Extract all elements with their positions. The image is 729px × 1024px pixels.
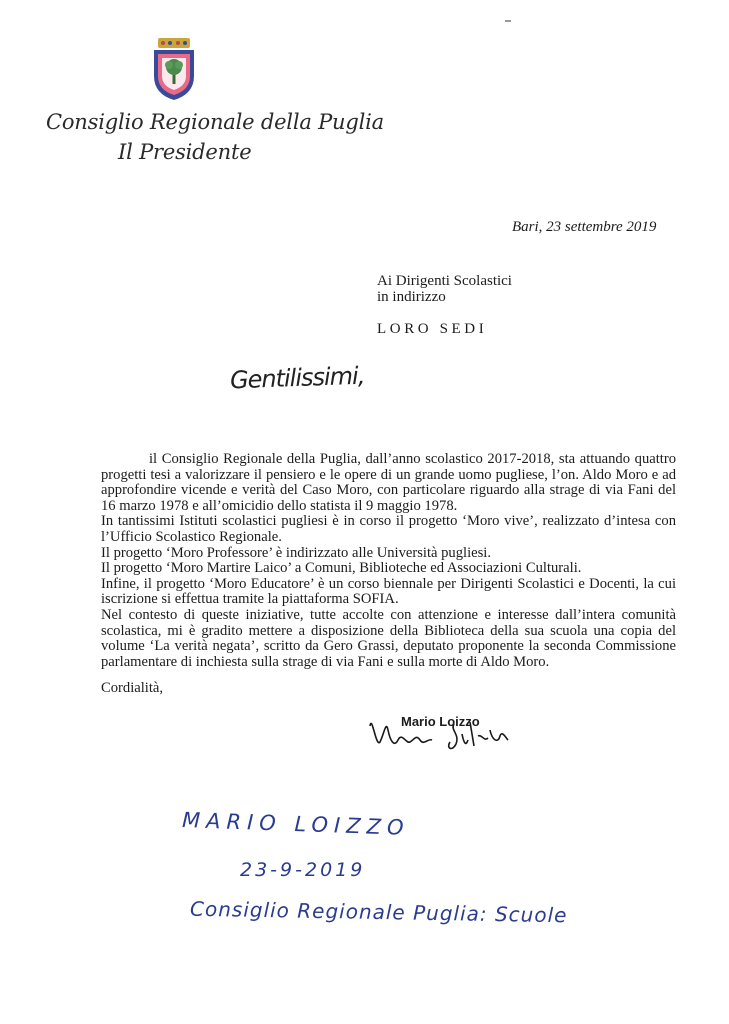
signer-name: Mario Loizzo <box>401 714 480 729</box>
handwritten-name: MARIO LOIZZO <box>181 808 410 840</box>
handwritten-date: 23-9-2019 <box>240 859 366 881</box>
salutation: Gentilissimi, <box>229 361 365 395</box>
body-paragraph-3: Il progetto ‘Moro Professore’ è indirizzato alle Università pugliesi. <box>101 544 491 561</box>
institution-name: Consiglio Regionale della Puglia <box>46 110 384 134</box>
handwritten-signature <box>366 704 526 762</box>
body-paragraph-4: Il progetto ‘Moro Martire Laico’ a Comuni, Biblioteche ed Associazioni Culturali. <box>101 560 582 577</box>
institution-role: Il Presidente <box>118 140 252 164</box>
regional-coat-of-arms-icon <box>150 36 198 102</box>
closing: Cordialità, <box>101 680 164 696</box>
letter-date: Bari, 23 settembre 2019 <box>512 219 657 235</box>
body-paragraph-1: il Consiglio Regionale della Puglia, dall’anno scolastico 2017-2018, sta attuando quattro progetti tesi a valorizzare il pensiero e le opere di un grande uomo pugliese, l’on. Aldo Moro e ad approfondire vicende e verità del Caso Moro, con particolare riguardo alla strage di via Fani del 16 marzo 1978 e all’omicidio dello statista il 9 maggio 1978. <box>101 451 676 514</box>
body-paragraph-6: Nel contesto di queste iniziative, tutte accolte con attenzione e interesse dall’intera comunità scolastica, mi è gradito mettere a disposizione della Biblioteca della sua scuola una copia del volume ‘La verità negata’, scritto da Gero Grassi, deputato proponente la seconda Commissione parlamentare di inchiesta sulla strage di via Fani e sulla morte di Aldo Moro. <box>101 606 676 670</box>
body-paragraph-5: Infine, il progetto ‘Moro Educatore’ è un corso biennale per Dirigenti Scolastici e Docenti, la cui iscrizione si effettua tramite la piattaforma SOFIA. <box>101 575 676 608</box>
letter-body <box>101 452 676 670</box>
scan-mark <box>505 20 511 22</box>
recipient-line-2: in indirizzo <box>377 289 446 305</box>
handwritten-note: Consiglio Regionale Puglia: Scuole <box>189 896 568 928</box>
recipient-sedi: LORO SEDI <box>377 321 488 337</box>
body-paragraph-2: In tantissimi Istituti scolastici pugliesi è in corso il progetto ‘Moro vive’, realizzato d’intesa con l’Ufficio Scolastico Regionale. <box>101 513 676 545</box>
recipient-line-1: Ai Dirigenti Scolastici <box>377 273 512 289</box>
